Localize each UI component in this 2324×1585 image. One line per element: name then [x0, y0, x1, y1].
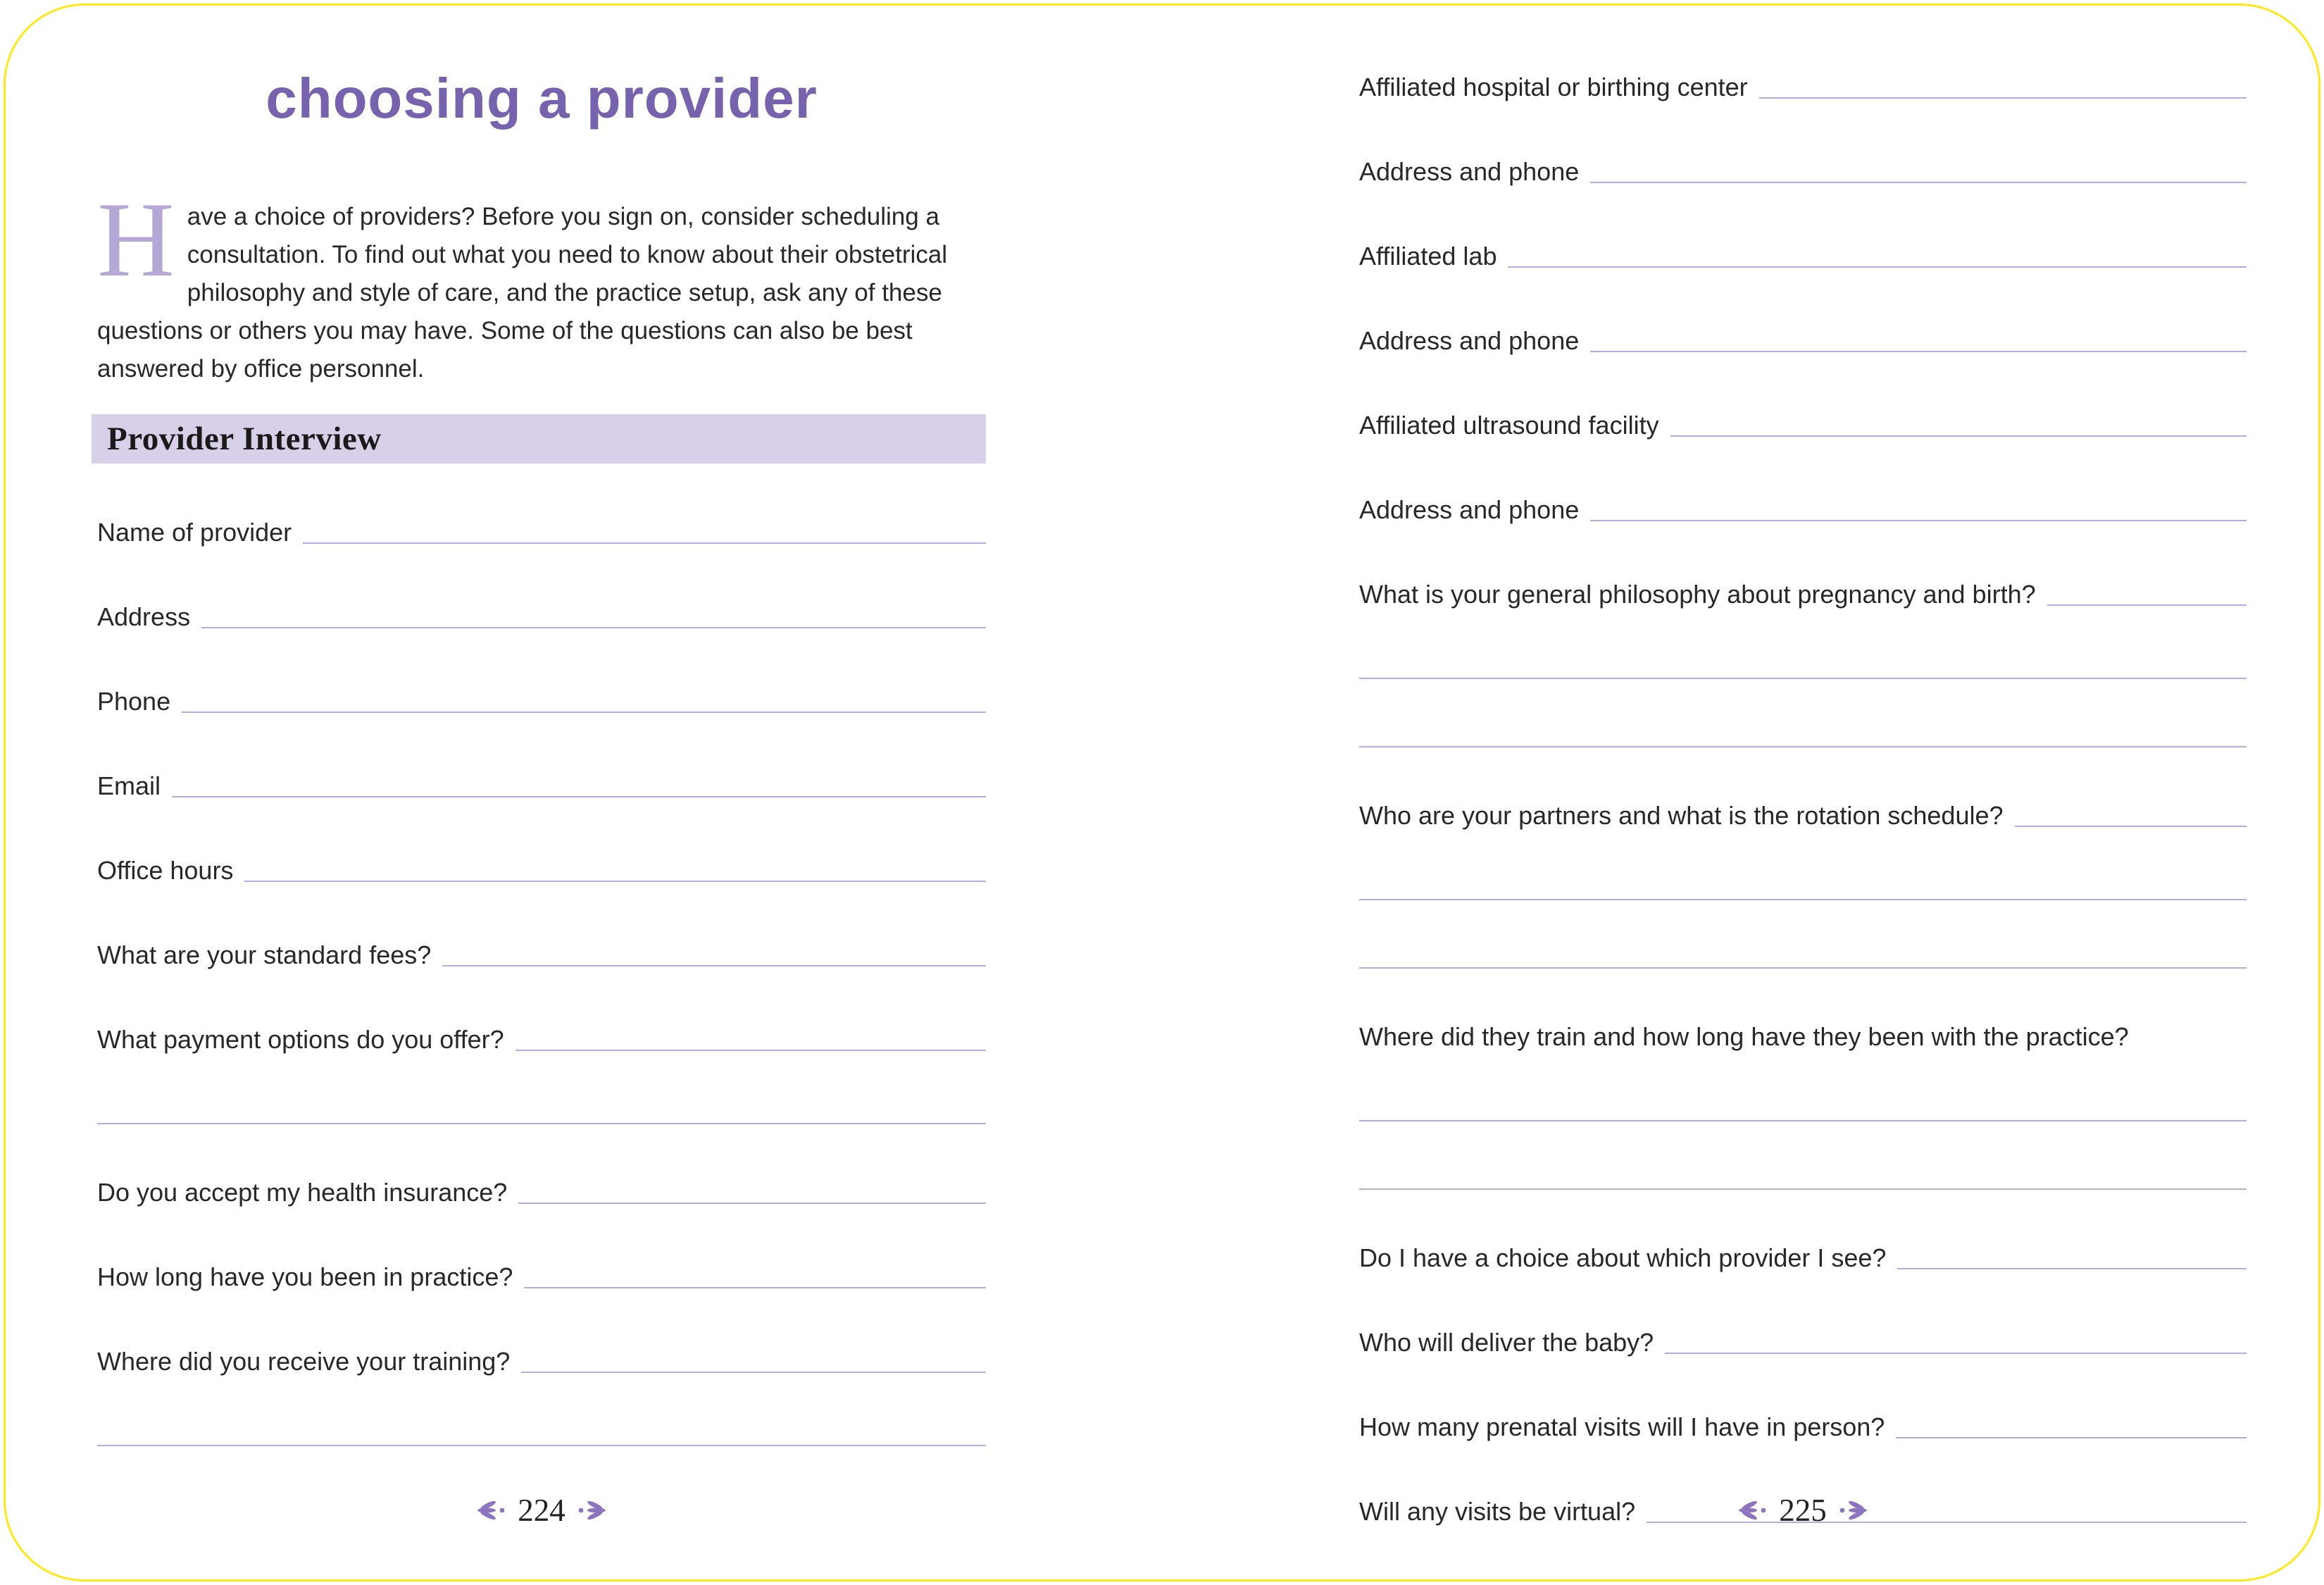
health-insurance-fill-in-line[interactable]: [518, 1202, 986, 1204]
drop-cap: H: [97, 180, 175, 299]
form-row-provider-choice: [1359, 1241, 2247, 1274]
form-row-affiliated-lab: [1359, 240, 2247, 273]
lab-address-phone-fill-in-line[interactable]: [1590, 351, 2247, 352]
training-continuation-line-1[interactable]: [97, 1445, 986, 1446]
intro-text: ave a choice of providers? Before you sign on, consider scheduling a consultation. To find out what you need to know about their obstetrical philosophy and style of care, and the practice setup, ask any of these questions or others you may have. Some of the questions can also be best answered by office personnel.: [97, 203, 947, 383]
office-hours-fill-in-line[interactable]: [244, 881, 986, 882]
form-row-health-insurance: [97, 1176, 986, 1209]
years-in-practice-label: How long have you been in practice?: [97, 1262, 513, 1291]
prenatal-visits-label: How many prenatal visits will I have in person?: [1359, 1412, 1885, 1441]
form-row-provider-email: [97, 769, 986, 802]
affiliated-ultrasound-label: Affiliated ultrasound facility: [1359, 411, 1659, 440]
partners-rotation-fill-in-line[interactable]: [2015, 826, 2247, 827]
provider-email-fill-in-line[interactable]: [172, 796, 986, 797]
training-label: Where did you receive your training?: [97, 1347, 511, 1376]
virtual-visits-label: Will any visits be virtual?: [1359, 1497, 1636, 1526]
baby-delivery-label: Who will deliver the baby?: [1359, 1328, 1654, 1357]
intro-paragraph: [97, 180, 986, 388]
years-in-practice-fill-in-line[interactable]: [524, 1287, 986, 1288]
page-title: choosing a provider: [265, 67, 818, 130]
affiliated-ultrasound-fill-in-line[interactable]: [1670, 435, 2247, 437]
general-philosophy-continuation-line-1[interactable]: [1359, 678, 2247, 679]
left-form-fields: [97, 462, 986, 1446]
form-row-training: [97, 1345, 986, 1378]
provider-address-fill-in-line[interactable]: [201, 627, 986, 628]
payment-options-label: What payment options do you offer?: [97, 1025, 504, 1054]
partners-training-label: Where did they train and how long have they been with the practice?: [1359, 1022, 2129, 1051]
section-header-bar: [92, 414, 986, 464]
form-row-ultrasound-address-phone: [1359, 493, 2247, 526]
provider-choice-label: Do I have a choice about which provider I see?: [1359, 1243, 1887, 1272]
hospital-address-phone-label: Address and phone: [1359, 157, 1580, 186]
form-row-affiliated-hospital: [1359, 70, 2247, 104]
health-insurance-label: Do you accept my health insurance?: [97, 1178, 508, 1207]
form-row-provider-phone: [97, 685, 986, 718]
form-row-affiliated-ultrasound: [1359, 409, 2247, 442]
payment-options-continuation-line-1[interactable]: [97, 1123, 986, 1124]
affiliated-lab-label: Affiliated lab: [1359, 242, 1497, 271]
training-fill-in-line[interactable]: [521, 1372, 986, 1373]
partners-rotation-continuation-line-2[interactable]: [1359, 967, 2247, 969]
ultrasound-address-phone-fill-in-line[interactable]: [1590, 520, 2247, 521]
page-ornament-icon: [574, 1500, 606, 1521]
page-ornament-icon: [1738, 1500, 1770, 1521]
form-row-name-of-provider: [97, 516, 986, 549]
partners-rotation-label: Who are your partners and what is the rotation schedule?: [1359, 801, 2004, 830]
general-philosophy-fill-in-line[interactable]: [2047, 604, 2247, 606]
ultrasound-address-phone-label: Address and phone: [1359, 495, 1580, 524]
form-row-general-philosophy: [1359, 578, 2247, 611]
page-number-text: 225: [1779, 1493, 1827, 1528]
form-row-provider-address: [97, 600, 986, 633]
lab-address-phone-label: Address and phone: [1359, 326, 1580, 355]
general-philosophy-label: What is your general philosophy about pregnancy and birth?: [1359, 580, 2036, 609]
baby-delivery-fill-in-line[interactable]: [1665, 1353, 2247, 1354]
affiliated-hospital-fill-in-line[interactable]: [1759, 97, 2247, 99]
name-of-provider-fill-in-line[interactable]: [303, 542, 986, 544]
left-page-number: [97, 1492, 986, 1529]
provider-email-label: Email: [97, 771, 161, 800]
right-form-fields: [1359, 0, 2247, 1528]
standard-fees-label: What are your standard fees?: [97, 940, 432, 969]
form-row-baby-delivery: [1359, 1326, 2247, 1359]
form-row-partners-training: [1359, 1020, 2247, 1053]
provider-phone-fill-in-line[interactable]: [182, 711, 986, 713]
partners-rotation-continuation-line-1[interactable]: [1359, 899, 2247, 900]
page-ornament-icon: [477, 1500, 509, 1521]
general-philosophy-continuation-line-2[interactable]: [1359, 746, 2247, 747]
provider-address-label: Address: [97, 602, 191, 631]
form-row-office-hours: [97, 854, 986, 887]
office-hours-label: Office hours: [97, 856, 234, 885]
name-of-provider-label: Name of provider: [97, 518, 292, 547]
hospital-address-phone-fill-in-line[interactable]: [1590, 182, 2247, 183]
affiliated-lab-fill-in-line[interactable]: [1508, 266, 2247, 268]
section-header-label: Provider Interview: [107, 421, 382, 457]
form-row-prenatal-visits: [1359, 1410, 2247, 1443]
form-row-hospital-address-phone: [1359, 155, 2247, 188]
form-row-lab-address-phone: [1359, 324, 2247, 357]
prenatal-visits-fill-in-line[interactable]: [1896, 1437, 2247, 1438]
left-page: [97, 0, 986, 1585]
form-row-payment-options: [97, 1023, 986, 1056]
page-number-text: 224: [518, 1493, 566, 1528]
page-ornament-icon: [1835, 1500, 1868, 1521]
standard-fees-fill-in-line[interactable]: [442, 965, 986, 966]
partners-training-continuation-line-2[interactable]: [1359, 1188, 2247, 1190]
form-row-years-in-practice: [97, 1260, 986, 1293]
affiliated-hospital-label: Affiliated hospital or birthing center: [1359, 73, 1748, 101]
provider-phone-label: Phone: [97, 687, 171, 716]
partners-training-continuation-line-1[interactable]: [1359, 1120, 2247, 1121]
right-page: [1359, 0, 2247, 1585]
right-page-number: [1359, 1492, 2247, 1529]
payment-options-fill-in-line[interactable]: [516, 1050, 986, 1051]
form-row-standard-fees: [97, 938, 986, 971]
provider-choice-fill-in-line[interactable]: [1897, 1268, 2247, 1269]
form-row-partners-rotation: [1359, 799, 2247, 832]
